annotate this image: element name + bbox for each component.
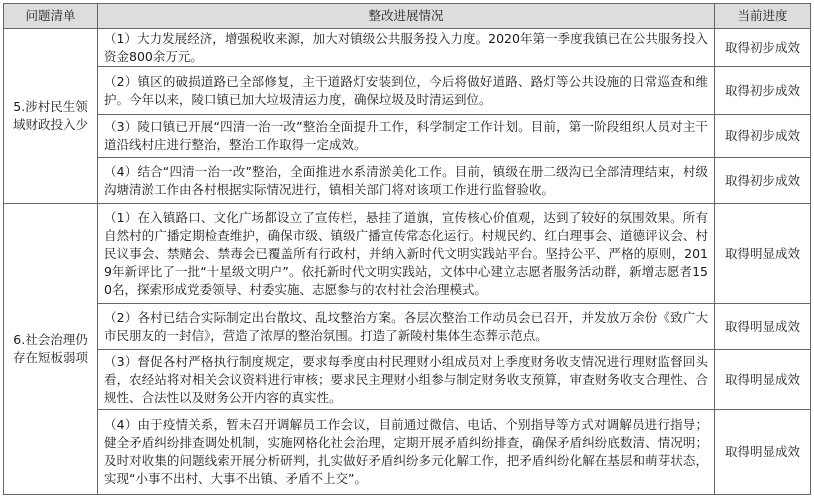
rectification-progress-table [3, 3, 811, 495]
status-cell: 取得初步成效 [715, 67, 811, 115]
progress-detail: （3）陵口镇已开展“四清一治一改”整治全面提升工作，科学制定工作计划。目前，第一阶段组织人员对主干道沿线村庄进行整治，整治工作取得一定成效。 [98, 114, 715, 157]
status-cell: 取得明显成效 [715, 304, 811, 350]
header-progress-details: 整改进展情况 [98, 4, 715, 29]
progress-detail: （3）督促各村严格执行制度规定，要求每季度由村民理财小组成员对上季度财务收支情况进行理财监督回头看，农经站将对相关会议资料进行审核；要求民主理财小组参与制定财务收支预算，审查财务收支合理性、合规性、合法性以及财务公开内容的真实性。 [98, 349, 715, 409]
status-cell: 取得明显成效 [715, 349, 811, 409]
table-row [4, 349, 811, 409]
progress-detail: （1）在入镇路口、文化广场都设立了宣传栏，悬挂了道旗，宣传核心价值观，达到了较好的氛围效果。所有自然村的广播定期检查维护，确保市级、镇级广播宣传常态化运行。村规民约、红白理事会、道德评议会、村民议事会、禁赌会、禁毒会已覆盖所有行政村，并纳入新时代文明实践站平台。坚持公平、严格的原则，2019年新评比了一批“十星级文明户”。依托新时代文明实践站，文体中心建立志愿者服务活动群，新增志愿者150名，探索形成党委领导、村委实施、志愿参与的农村社会治理模式。 [98, 203, 715, 303]
progress-detail: （2）各村已结合实际制定出台散坟、乱坟整治方案。各层次整治工作动员会已召开，并发放万余份《致广大市民朋友的一封信》，营造了浓厚的整治氛围。打造了新陵村集体生态葬示范点。 [98, 304, 715, 350]
table-row [4, 410, 811, 495]
category-cell: 6.社会治理仍存在短板弱项 [4, 203, 98, 494]
table-row [4, 29, 811, 67]
status-cell: 取得初步成效 [715, 114, 811, 157]
status-cell: 取得初步成效 [715, 158, 811, 204]
table-row [4, 67, 811, 115]
status-cell: 取得明显成效 [715, 203, 811, 303]
table-row [4, 304, 811, 350]
status-cell: 取得初步成效 [715, 29, 811, 67]
table-header-row [4, 4, 811, 29]
table-row [4, 114, 811, 157]
progress-detail: （4）结合“四清一治一改”整治，全面推进水系清淤美化工作。目前，镇级在册二级沟已全部清理结束，村级沟塘清淤工作由各村根据实际情况进行，镇相关部门将对该项工作进行监督验收。 [98, 158, 715, 204]
table-row [4, 203, 811, 303]
status-cell: 取得明显成效 [715, 410, 811, 495]
progress-detail: （1）大力发展经济，增强税收来源，加大对镇级公共服务投入力度。2020年第一季度我镇已在公共服务投入资金800余万元。 [98, 29, 715, 67]
header-issue-list: 问题清单 [4, 4, 98, 29]
progress-detail: （4）由于疫情关系，暂未召开调解员工作会议，目前通过微信、电话、个别指导等方式对调解员进行指导；健全矛盾纠纷排查调处机制，实施网格化社会治理，定期开展矛盾纠纷排查，确保矛盾纠纷底数清、情况明；及时对收集的问题线索开展分析研判，扎实做好矛盾纠纷多元化解工作，把矛盾纠纷化解在基层和萌芽状态，实现“小事不出村、大事不出镇、矛盾不上交”。 [98, 410, 715, 495]
header-current-status: 当前进度 [715, 4, 811, 29]
table-row [4, 158, 811, 204]
category-cell: 5.涉村民生领域财政投入少 [4, 29, 98, 204]
progress-detail: （2）镇区的破损道路已全部修复，主干道路灯安装到位，今后将做好道路、路灯等公共设施的日常巡查和维护。今年以来，陵口镇已加大垃圾清运力度，确保垃圾及时清运到位。 [98, 67, 715, 115]
